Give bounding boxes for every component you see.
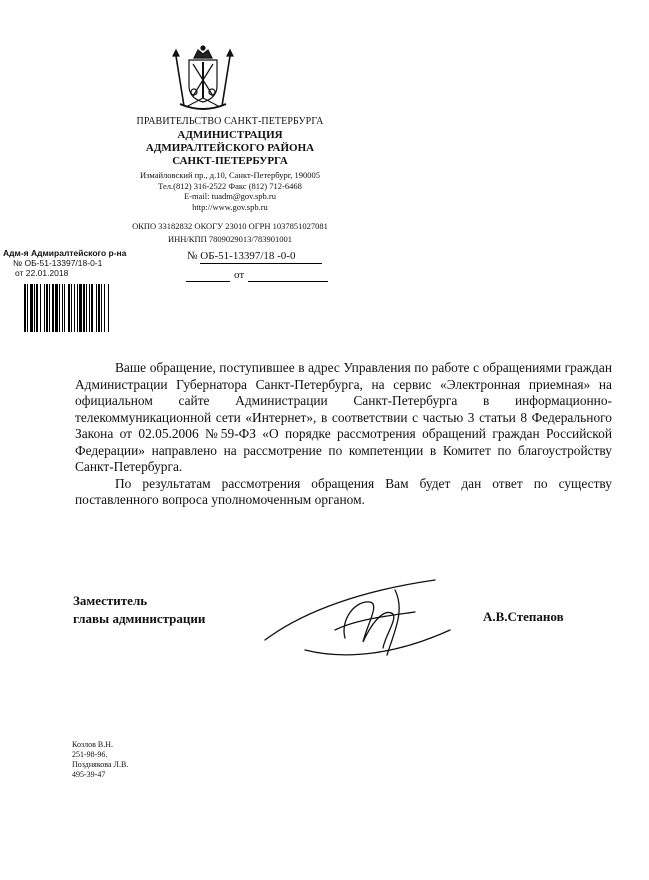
stamp-line-3: от 22.01.2018 xyxy=(15,268,69,278)
registry-codes xyxy=(90,221,370,244)
codes-line-2: ИНН/КПП 7809029013/783901001 xyxy=(168,234,292,244)
signatory-name: А.В.Степанов xyxy=(483,609,564,624)
barcode xyxy=(24,284,182,332)
handwritten-signature xyxy=(245,570,475,670)
registration-number-underline xyxy=(200,263,322,264)
stamp-line-1: Адм-я Адмиралтейского р-на xyxy=(3,248,127,258)
coat-of-arms-emblem xyxy=(164,44,242,114)
address-line: Измайловский пр., д.10, Санкт-Петербург, 190005 xyxy=(140,170,320,180)
administration-line-1: АДМИНИСТРАЦИЯ xyxy=(177,129,283,141)
executor-phone-2: 495-39-47 xyxy=(72,770,106,779)
signatory-title-line-2: главы администрации xyxy=(73,611,206,626)
signatory-title xyxy=(73,592,205,628)
date-value-line xyxy=(248,281,328,282)
date-blank-line xyxy=(186,281,230,282)
phone-line: Тел.(812) 316-2522 Факс (812) 712-6468 xyxy=(158,180,302,191)
administration-line-3: САНКТ-ПЕТЕРБУРГА xyxy=(172,155,288,167)
address-block xyxy=(90,170,370,212)
website-line: http://www.gov.spb.ru xyxy=(192,201,268,212)
stamp-line-2: № ОБ-51-13397/18-0-1 xyxy=(13,258,103,268)
executor-name-2: Позднякова Л.В. xyxy=(72,760,129,769)
administration-title xyxy=(115,129,345,168)
barcode-bar xyxy=(109,284,110,332)
executor-phone-1: 251-98-96. xyxy=(72,750,108,759)
signatory-title-line-1: Заместитель xyxy=(73,593,148,608)
executor-name-1: Козлов В.Н. xyxy=(72,740,113,749)
administration-line-2: АДМИРАЛТЕЙСКОГО РАЙОНА xyxy=(145,142,315,154)
codes-line-1: ОКПО 33182832 ОКОГУ 23010 ОГРН 1037851027081 xyxy=(132,221,328,231)
executors-block xyxy=(72,740,128,780)
body-paragraph-2: По результатам рассмотрения обращения Вам будет дан ответ по существу поставленного вопроса уполномоченным органом. xyxy=(75,475,612,507)
body-paragraph-1: Ваше обращение, поступившее в адрес Управления по работе с обращениями граждан Администрации Губернатора Санкт-Петербурга, на сервис «Электронная приемная» на официальном сайте Администрации Санкт-Петербурга в информационно-телекоммуникационной сети «Интернет», в соответствии с частью 3 статьи 8 Федерального Закона от 02.05.2006 №59-ФЗ «О порядке рассмотрения обращений граждан Российской Федерации» направлено на рассмотрение по компетенции в Комитет по благоустройству Санкт-Петербурга. xyxy=(75,360,612,474)
government-title: ПРАВИТЕЛЬСТВО САНКТ-ПЕТЕРБУРГА xyxy=(136,116,324,127)
email-line: E-mail: tuadm@gov.spb.ru xyxy=(183,191,277,202)
registration-number: № ОБ-51-13397/18 -0-0 xyxy=(187,250,296,262)
date-label: от xyxy=(234,269,245,281)
letter-body xyxy=(75,360,612,509)
incoming-stamp xyxy=(3,248,126,278)
